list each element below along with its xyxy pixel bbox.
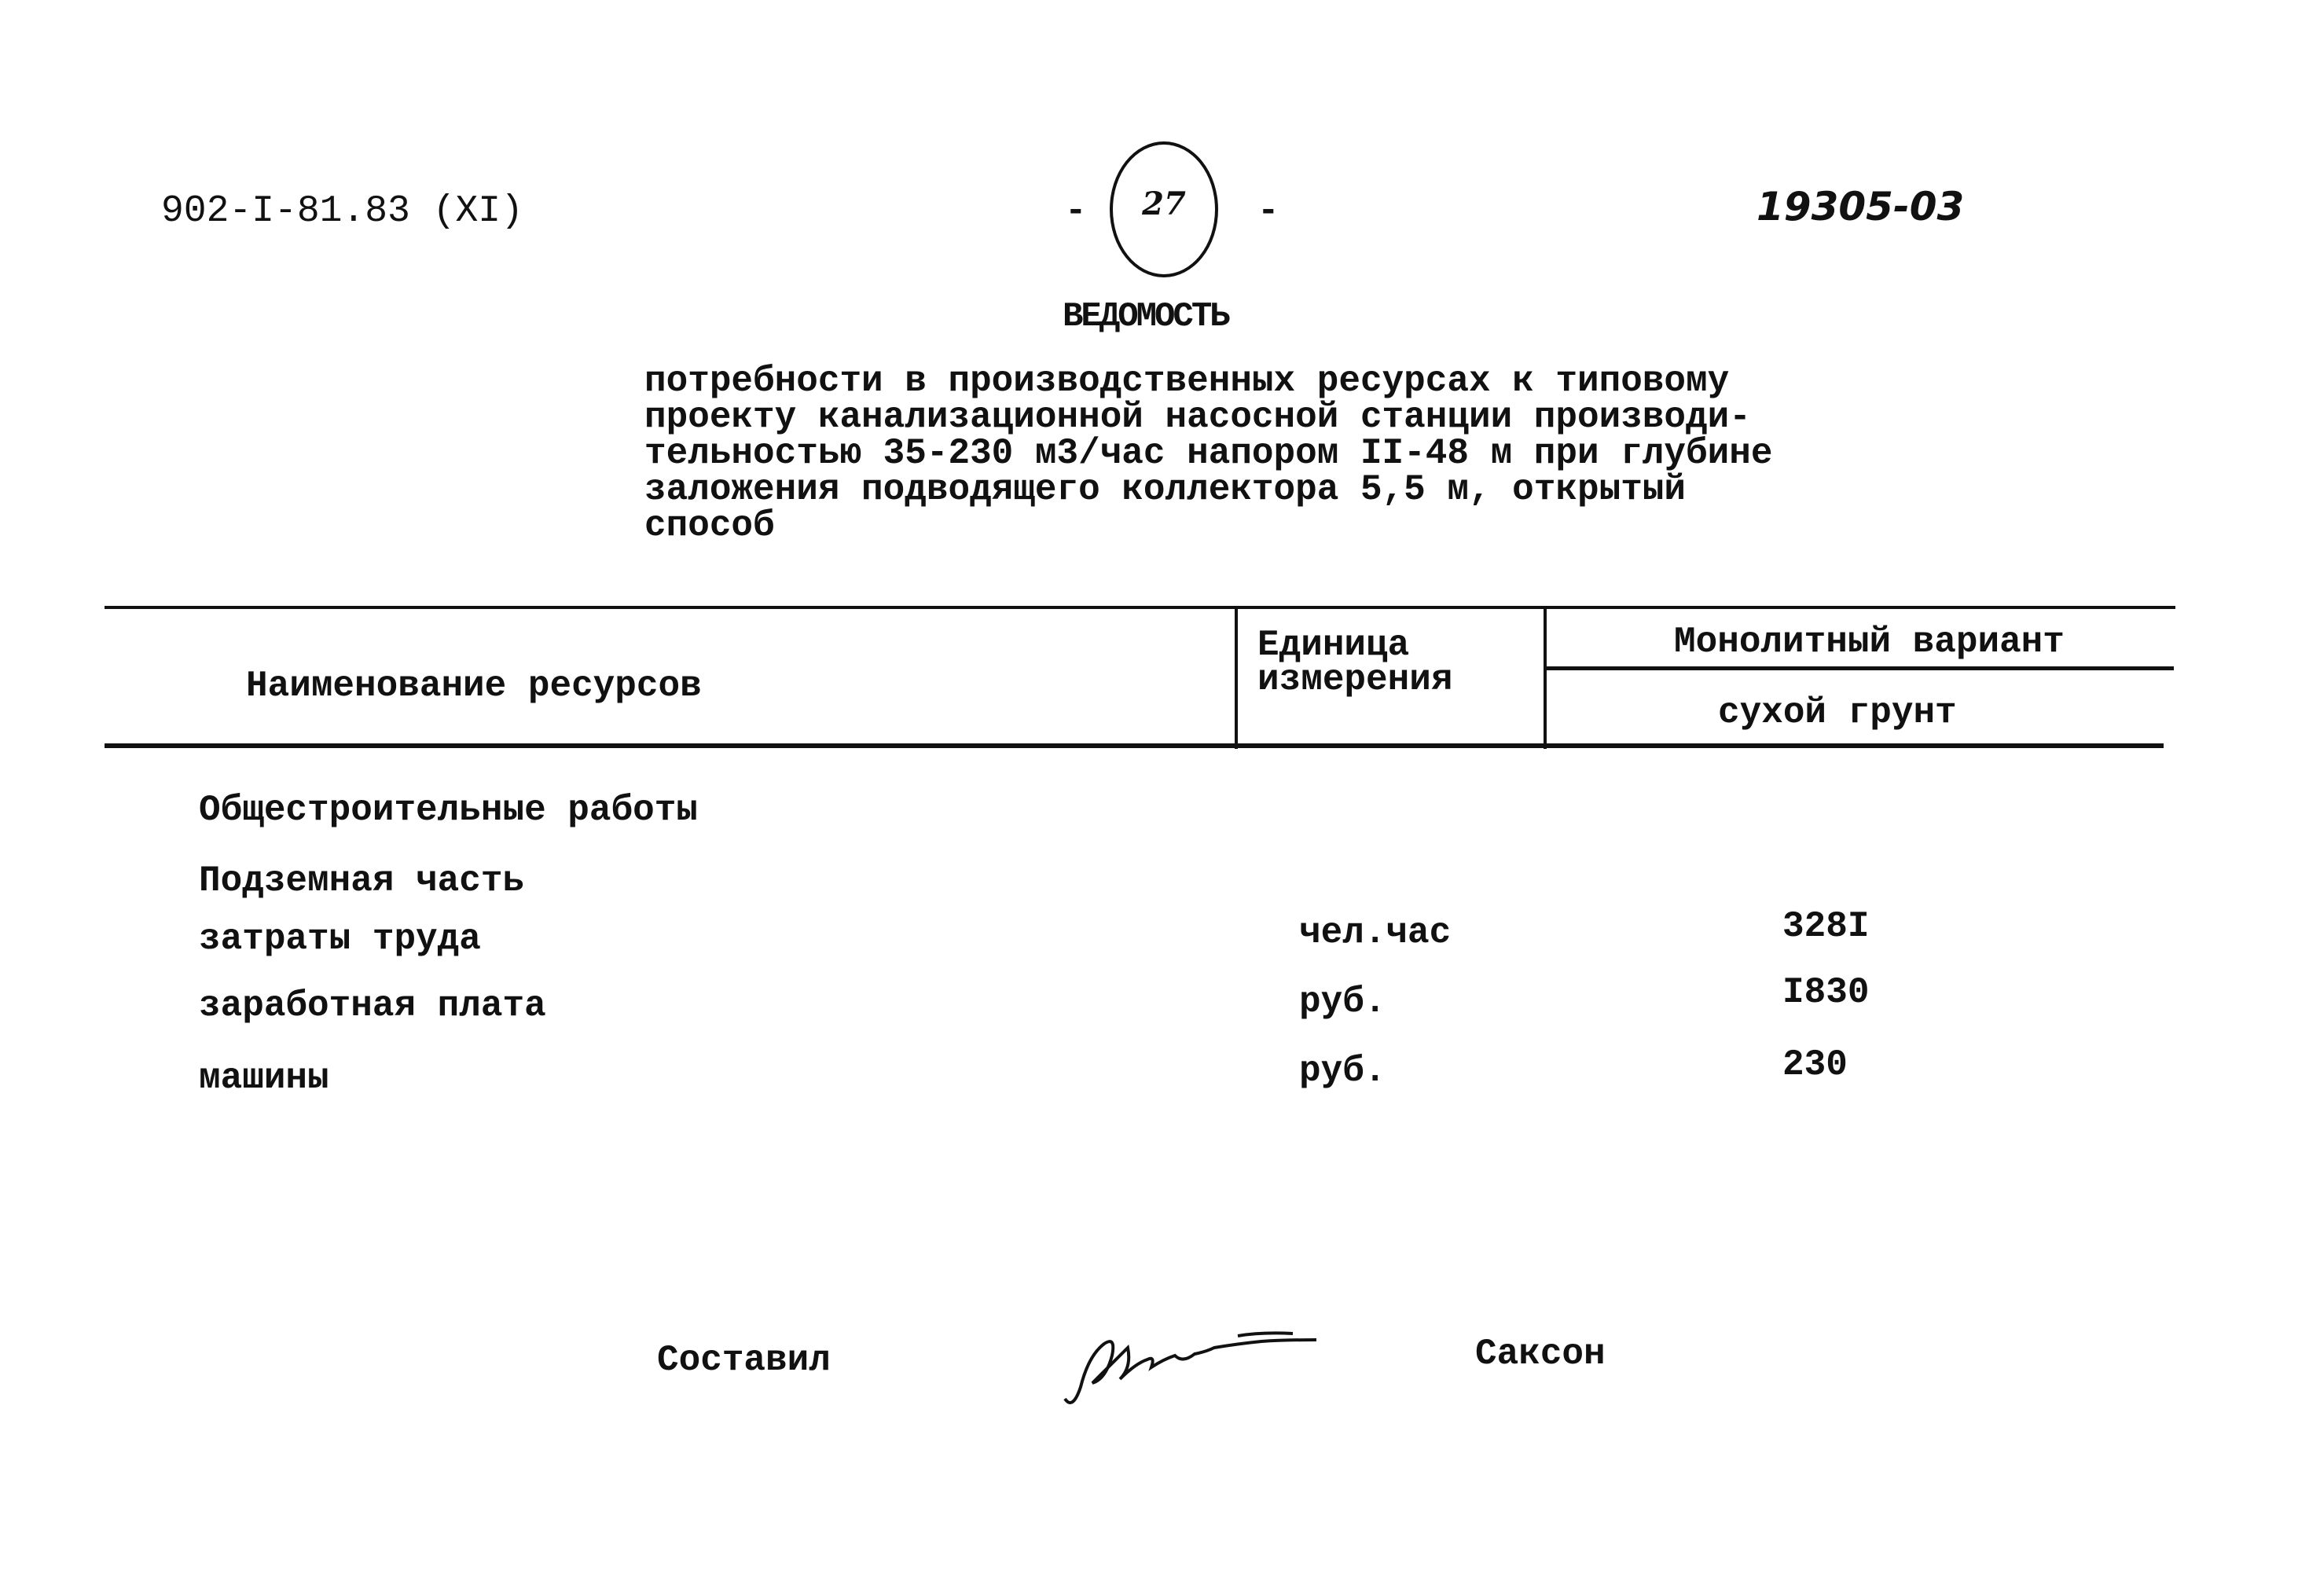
subtitle-line: проекту канализационной насосной станции производи- [644,397,1751,438]
row-value: 230 [1782,1044,1848,1085]
subtitle-line: способ [644,505,775,546]
header-soil: сухой грунт [1718,692,1957,733]
document-code: 902-I-81.83 (XI) [161,190,523,233]
header-unit-line2: измерения [1257,659,1453,700]
header-bottom-rule [105,743,2164,748]
document-title: ВЕДОМОСТЬ [1063,297,1228,336]
row-name: заработная плата [199,985,546,1026]
subtitle-line: тельностью 35-230 м3/час напором II-48 м при глубине [644,433,1773,474]
row-value: I830 [1782,972,1870,1013]
subtitle-line: заложения подводящего коллектора 5,5 м, открытый [644,469,1687,510]
subtitle-line: потребности в производственных ресурсах к типовому [644,361,1730,402]
column-divider [1235,607,1238,749]
header-sub-rule [1545,666,2174,670]
section-label: Подземная часть [199,860,525,901]
row-value: 328I [1782,906,1870,947]
compiler-name: Саксон [1475,1334,1606,1374]
header-variant: Монолитный вариант [1674,622,2065,662]
page-dash-left: - [1065,191,1087,232]
column-divider [1544,607,1547,749]
compiled-by-label: Составил [657,1340,831,1381]
header-unit-line1: Единица [1257,625,1410,666]
table-top-rule [105,606,2175,609]
inventory-number: 19305-03 [1757,184,1965,229]
row-name: машины [199,1058,329,1099]
section-label: Общестроительные работы [199,790,698,831]
header-resource-name: Наименование ресурсов [246,666,702,706]
page-dash-right: - [1257,191,1279,232]
signature [1057,1324,1324,1414]
row-unit: чел.час [1299,912,1452,953]
row-name: затраты труда [199,919,481,959]
document-subtitle [644,363,1772,544]
row-unit: руб. [1299,1051,1386,1092]
row-unit: руб. [1299,981,1386,1022]
page-number: 27 [1142,185,1186,222]
